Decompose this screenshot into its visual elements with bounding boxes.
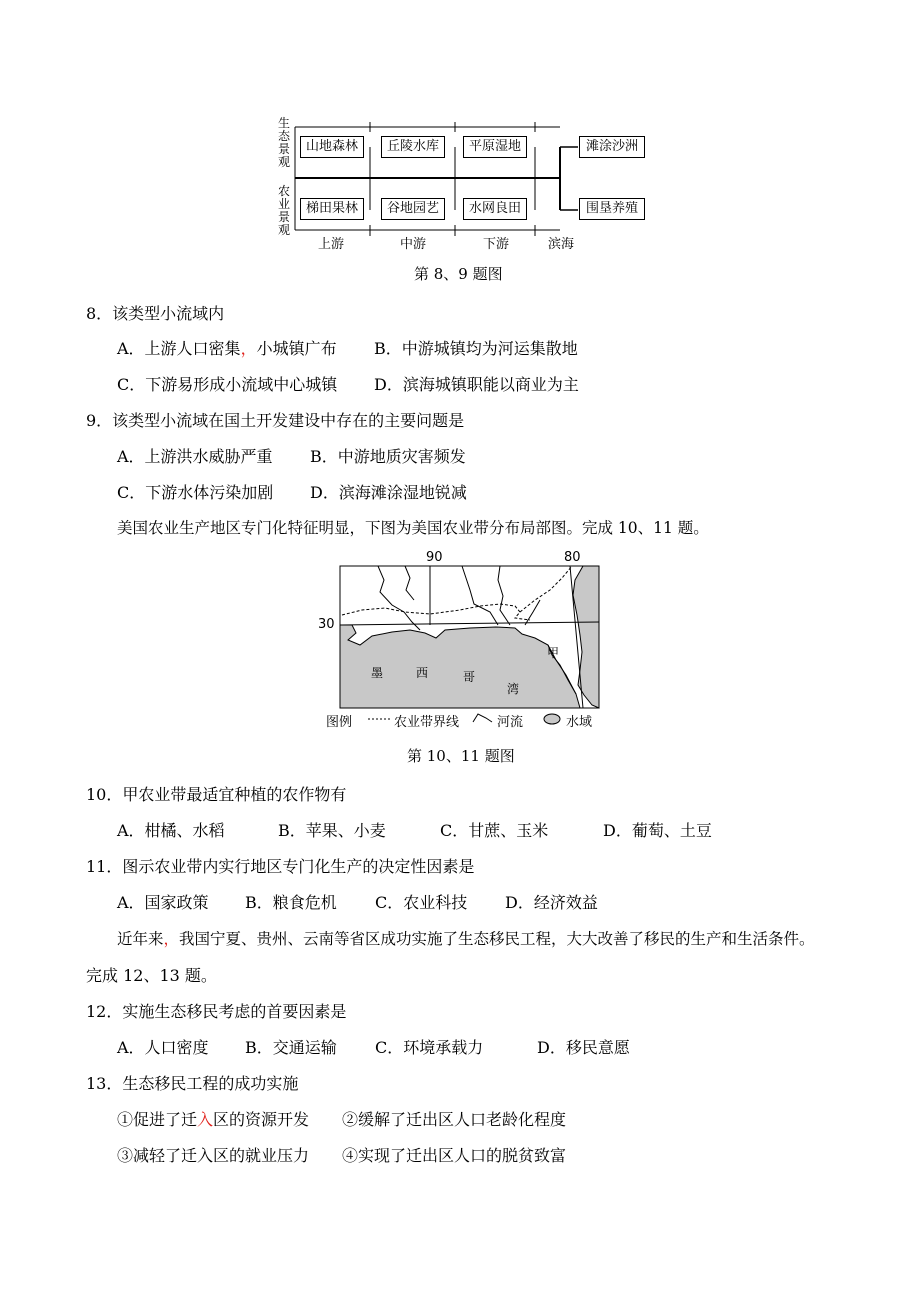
jia-label: 甲 [547,646,560,660]
box-reclamation-aquaculture: 围垦养殖 [579,198,645,220]
question-9-option-c[interactable]: C．下游水体污染加剧 [117,483,274,502]
figure-caption-10-11: 第 10、11 题图 [407,747,515,765]
box-water-paddy: 水网良田 [463,198,527,220]
statement-1-text-1: ①促进了迁 [117,1110,198,1129]
question-13-statement-4[interactable]: ④实现了迁出区人口的脱贫致富 [342,1146,567,1165]
intro-text-2: 我国宁夏、贵州、云南等省区成功实施了生态移民工程，大大改善了移民的生产和生活条件。 [179,930,815,948]
question-11-option-a[interactable]: A．国家政策 [117,893,209,912]
option-a-text-1: A．上游人口密集 [117,339,241,358]
question-11-option-c[interactable]: C．农业科技 [375,893,468,912]
statement-1-text-2: 区的资源开发 [213,1110,310,1129]
question-10-option-d[interactable]: D．葡萄、土豆 [603,821,712,840]
gulf-label-char-1: 墨 [371,666,384,680]
box-plain-wetland: 平原湿地 [463,136,527,158]
question-12-option-c[interactable]: C．环境承载力 [375,1038,484,1057]
legend-water-label: 水域 [566,715,593,730]
question-13-statement-2[interactable]: ②缓解了迁出区人口老龄化程度 [342,1110,567,1129]
question-10-stem: 10．甲农业带最适宜种植的农作物有 [86,785,347,804]
question-10-option-a[interactable]: A．柑橘、水稻 [117,821,225,840]
segment-upstream: 上游 [318,237,345,252]
agri-landscape-label: 农业景观 [277,184,290,237]
question-8-stem: 8．该类型小流域内 [86,304,225,323]
box-hill-reservoir: 丘陵水库 [381,136,445,158]
question-11-option-d[interactable]: D．经济效益 [505,893,598,912]
question-12-option-b[interactable]: B．交通运输 [245,1038,337,1057]
box-terrace-orchard: 梯田果林 [300,198,364,220]
box-tidal-sandbar: 滩涂沙洲 [579,136,645,158]
question-10-option-c[interactable]: C．甘蔗、玉米 [440,821,549,840]
box-mountain-forest: 山地森林 [300,136,364,158]
intro-12-13-line-1 [117,927,815,949]
question-12-option-d[interactable]: D．移民意愿 [537,1038,630,1057]
gulf-label-char-3: 哥 [463,670,476,684]
question-13-statement-1[interactable] [117,1107,309,1130]
statement-1-red-char: 入 [197,1110,214,1129]
legend-river-label: 河流 [497,715,524,730]
lat-30-label: 30 [318,617,335,632]
question-8-option-d[interactable]: D．滨海城镇职能以商业为主 [374,375,579,394]
gulf-label-char-2: 西 [416,666,429,680]
question-9-option-d[interactable]: D．滨海滩涂湿地锐减 [310,483,467,502]
figure-caption-8-9: 第 8、9 题图 [414,265,503,283]
intro-12-13-line-2: 完成 12、13 题。 [86,966,217,985]
intro-comma: ， [163,930,180,948]
question-11-stem: 11．图示农业带内实行地区专门化生产的决定性因素是 [86,857,475,876]
intro-text-1: 近年来 [117,930,164,948]
segment-coastal: 滨海 [548,237,575,252]
question-8-option-b[interactable]: B．中游城镇均为河运集散地 [374,339,578,358]
question-9-option-a[interactable]: A．上游洪水威胁严重 [117,447,273,466]
box-valley-horticulture: 谷地园艺 [381,198,445,220]
question-9-stem: 9．该类型小流域在国土开发建设中存在的主要问题是 [86,411,465,430]
option-a-comma: ， [240,339,257,358]
gulf-label-char-4: 湾 [507,682,520,696]
question-13-statement-3[interactable]: ③减轻了迁入区的就业压力 [117,1146,310,1165]
question-8-option-c[interactable]: C．下游易形成小流域中心城镇 [117,375,338,394]
question-11-option-b[interactable]: B．粮食危机 [245,893,337,912]
question-12-option-a[interactable]: A．人口密度 [117,1038,209,1057]
intro-10-11: 美国农业生产地区专门化特征明显，下图为美国农业带分布局部图。完成 10、11 题。 [117,519,709,537]
question-12-stem: 12．实施生态移民考虑的首要因素是 [86,1002,347,1021]
eco-landscape-label: 生态景观 [277,116,290,169]
question-9-option-b[interactable]: B．中游地质灾害频发 [310,447,466,466]
question-13-stem: 13．生态移民工程的成功实施 [86,1074,299,1093]
legend-title: 图例 [326,715,353,730]
lon-90-label: 90 [426,550,443,565]
lon-80-label: 80 [564,550,581,565]
legend-boundary-label: 农业带界线 [394,715,460,730]
option-a-text-2: 小城镇广布 [256,339,337,358]
question-10-option-b[interactable]: B．苹果、小麦 [278,821,386,840]
segment-midstream: 中游 [400,237,427,252]
segment-downstream: 下游 [483,237,510,252]
